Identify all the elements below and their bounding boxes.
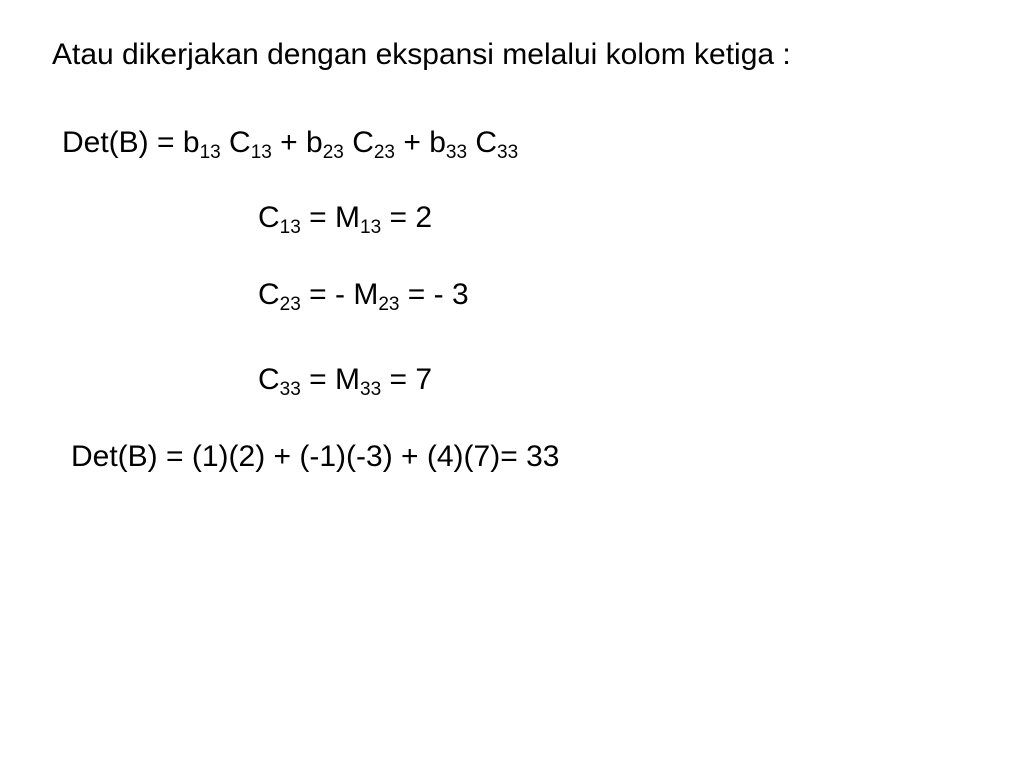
cofactor-c33-line xyxy=(258,363,433,400)
cofactor-value: = 2 xyxy=(381,201,433,234)
determinant-expansion-formula xyxy=(62,126,519,163)
subscript: 23 xyxy=(378,294,400,315)
formula-term: C xyxy=(343,126,374,159)
subscript: 33 xyxy=(497,142,519,163)
cofactor-symbol: C xyxy=(258,201,280,234)
cofactor-symbol: C xyxy=(258,363,280,396)
cofactor-c23-line xyxy=(258,278,469,315)
subscript: 13 xyxy=(250,142,272,163)
cofactor-c13-line xyxy=(258,201,433,238)
cofactor-value: = - 3 xyxy=(399,278,469,311)
cofactor-symbol: C xyxy=(258,278,280,311)
subscript: 13 xyxy=(199,142,221,163)
minor-symbol: = M xyxy=(300,363,360,396)
subscript: 23 xyxy=(322,142,344,163)
subscript: 33 xyxy=(445,142,468,163)
subscript: 33 xyxy=(279,379,301,400)
subscript: 13 xyxy=(360,217,382,238)
determinant-result: Det(B) = (1)(2) + (-1)(-3) + (4)(7)= 33 xyxy=(71,440,560,473)
minor-symbol: = M xyxy=(300,201,360,234)
formula-term: C xyxy=(467,126,498,159)
formula-term: + b xyxy=(395,126,446,159)
formula-term: C xyxy=(220,126,251,159)
slide-title: Atau dikerjakan dengan ekspansi melalui kolom ketiga : xyxy=(52,38,791,71)
formula-term: + b xyxy=(271,126,323,159)
formula-lhs: Det(B) = b xyxy=(62,126,200,159)
minor-symbol: = - M xyxy=(300,278,379,311)
subscript: 23 xyxy=(279,294,301,315)
cofactor-value: = 7 xyxy=(381,363,433,396)
subscript: 33 xyxy=(360,379,382,400)
subscript: 23 xyxy=(373,142,395,163)
subscript: 13 xyxy=(279,217,301,238)
